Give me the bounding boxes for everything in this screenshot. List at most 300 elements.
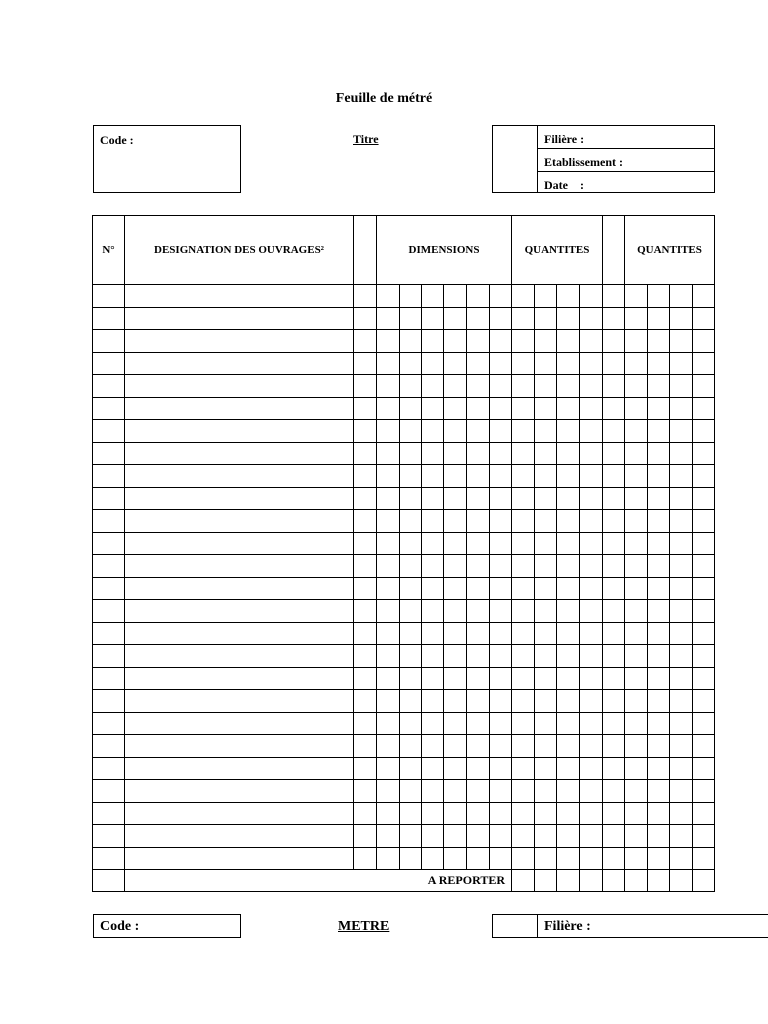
table-cell bbox=[377, 577, 400, 600]
table-cell bbox=[625, 510, 648, 533]
table-cell bbox=[467, 487, 490, 510]
table-cell bbox=[125, 375, 354, 398]
table-cell bbox=[125, 690, 354, 713]
table-cell bbox=[354, 622, 377, 645]
table-cell bbox=[93, 577, 125, 600]
table-cell bbox=[490, 555, 512, 578]
table-cell bbox=[490, 510, 512, 533]
table-cell bbox=[603, 465, 625, 488]
table-cell bbox=[400, 285, 422, 308]
table-cell bbox=[670, 667, 693, 690]
table-cell bbox=[125, 825, 354, 848]
header-info-rule-1 bbox=[537, 148, 714, 149]
table-cell bbox=[670, 487, 693, 510]
table-cell bbox=[580, 352, 603, 375]
table-cell bbox=[535, 465, 557, 488]
table-cell bbox=[693, 307, 715, 330]
table-cell bbox=[377, 712, 400, 735]
table-cell bbox=[535, 487, 557, 510]
table-cell bbox=[490, 757, 512, 780]
table-cell bbox=[422, 397, 444, 420]
table-cell bbox=[125, 757, 354, 780]
table-cell bbox=[377, 600, 400, 623]
table-cell bbox=[93, 600, 125, 623]
table-cell bbox=[354, 600, 377, 623]
table-cell bbox=[490, 735, 512, 758]
table-cell bbox=[93, 285, 125, 308]
table-cell bbox=[670, 757, 693, 780]
table-cell bbox=[648, 757, 670, 780]
table-cell bbox=[580, 442, 603, 465]
table-cell bbox=[603, 330, 625, 353]
table-row bbox=[93, 465, 715, 488]
table-cell bbox=[512, 487, 535, 510]
table-cell bbox=[670, 330, 693, 353]
table-cell bbox=[125, 802, 354, 825]
table-cell bbox=[557, 555, 580, 578]
table-cell bbox=[603, 352, 625, 375]
table-cell bbox=[625, 442, 648, 465]
table-cell bbox=[603, 780, 625, 803]
table-cell bbox=[467, 757, 490, 780]
footer-filiere-box bbox=[492, 914, 768, 938]
table-cell bbox=[422, 352, 444, 375]
table-header-row bbox=[93, 216, 715, 285]
table-cell bbox=[580, 847, 603, 870]
table-cell bbox=[625, 735, 648, 758]
table-cell bbox=[444, 825, 467, 848]
table-cell bbox=[377, 847, 400, 870]
table-cell bbox=[580, 532, 603, 555]
table-cell bbox=[490, 487, 512, 510]
table-cell bbox=[603, 757, 625, 780]
table-cell bbox=[467, 330, 490, 353]
table-cell bbox=[400, 465, 422, 488]
footer-code-box bbox=[93, 914, 241, 938]
table-cell bbox=[670, 510, 693, 533]
table-cell bbox=[377, 645, 400, 668]
table-cell bbox=[444, 375, 467, 398]
table-cell bbox=[648, 375, 670, 398]
table-cell bbox=[693, 825, 715, 848]
table-cell bbox=[580, 487, 603, 510]
table-cell bbox=[535, 532, 557, 555]
table-cell bbox=[490, 352, 512, 375]
table-cell bbox=[625, 870, 648, 892]
table-cell bbox=[125, 330, 354, 353]
table-cell bbox=[422, 802, 444, 825]
table-cell bbox=[444, 757, 467, 780]
table-cell bbox=[400, 757, 422, 780]
table-cell bbox=[580, 285, 603, 308]
table-cell bbox=[670, 712, 693, 735]
table-cell bbox=[467, 510, 490, 533]
table-cell bbox=[625, 780, 648, 803]
table-cell bbox=[422, 555, 444, 578]
header-code-label: Code : bbox=[100, 133, 134, 147]
table-cell bbox=[580, 757, 603, 780]
header-code-box bbox=[93, 125, 241, 193]
table-cell bbox=[422, 825, 444, 848]
table-cell bbox=[693, 532, 715, 555]
table-cell bbox=[512, 780, 535, 803]
table-cell bbox=[93, 645, 125, 668]
table-cell bbox=[648, 487, 670, 510]
table-cell bbox=[670, 555, 693, 578]
table-cell bbox=[512, 397, 535, 420]
table-cell bbox=[625, 487, 648, 510]
table-cell bbox=[377, 735, 400, 758]
table-cell bbox=[580, 735, 603, 758]
table-cell bbox=[648, 577, 670, 600]
table-cell bbox=[557, 487, 580, 510]
table-cell bbox=[670, 802, 693, 825]
table-cell bbox=[467, 622, 490, 645]
table-cell bbox=[444, 307, 467, 330]
table-cell bbox=[603, 735, 625, 758]
table-cell bbox=[625, 330, 648, 353]
table-cell bbox=[444, 487, 467, 510]
table-cell bbox=[125, 307, 354, 330]
table-row bbox=[93, 307, 715, 330]
table-cell bbox=[603, 487, 625, 510]
table-cell bbox=[693, 622, 715, 645]
table-cell bbox=[422, 510, 444, 533]
table-cell bbox=[400, 645, 422, 668]
table-cell bbox=[400, 780, 422, 803]
table-cell bbox=[603, 577, 625, 600]
table-cell bbox=[535, 397, 557, 420]
table-cell bbox=[467, 442, 490, 465]
table-cell bbox=[422, 600, 444, 623]
header-etablissement-label: Etablissement : bbox=[544, 155, 623, 169]
table-cell bbox=[580, 555, 603, 578]
table-cell bbox=[93, 352, 125, 375]
table-cell bbox=[444, 285, 467, 308]
table-cell bbox=[670, 465, 693, 488]
table-cell bbox=[557, 375, 580, 398]
table-cell bbox=[467, 780, 490, 803]
footer-metre-label: METRE bbox=[338, 919, 390, 934]
table-cell bbox=[490, 825, 512, 848]
table-cell bbox=[467, 802, 490, 825]
table-cell bbox=[557, 532, 580, 555]
table-cell bbox=[377, 667, 400, 690]
table-cell bbox=[444, 600, 467, 623]
table-cell bbox=[512, 645, 535, 668]
table-row bbox=[93, 532, 715, 555]
table-cell bbox=[467, 532, 490, 555]
table-cell bbox=[693, 645, 715, 668]
table-cell bbox=[354, 780, 377, 803]
table-cell bbox=[400, 510, 422, 533]
table-cell bbox=[603, 397, 625, 420]
col-header-designation: DESIGNATION DES OUVRAGES² bbox=[125, 216, 354, 285]
table-cell bbox=[444, 802, 467, 825]
table-cell bbox=[467, 667, 490, 690]
table-cell bbox=[535, 307, 557, 330]
table-cell bbox=[512, 667, 535, 690]
table-cell bbox=[648, 532, 670, 555]
table-cell bbox=[625, 825, 648, 848]
table-cell bbox=[125, 645, 354, 668]
table-cell bbox=[603, 847, 625, 870]
table-cell bbox=[557, 577, 580, 600]
table-row bbox=[93, 690, 715, 713]
table-cell bbox=[648, 420, 670, 443]
table-cell bbox=[625, 645, 648, 668]
table-cell bbox=[648, 825, 670, 848]
table-cell bbox=[354, 285, 377, 308]
table-cell bbox=[377, 442, 400, 465]
table-cell bbox=[625, 375, 648, 398]
table-cell bbox=[557, 307, 580, 330]
table-cell bbox=[467, 600, 490, 623]
table-cell bbox=[648, 465, 670, 488]
table-cell bbox=[444, 352, 467, 375]
table-cell bbox=[490, 442, 512, 465]
table-cell bbox=[400, 600, 422, 623]
table-cell bbox=[400, 442, 422, 465]
table-cell bbox=[603, 802, 625, 825]
table-cell bbox=[422, 645, 444, 668]
table-cell bbox=[580, 600, 603, 623]
table-cell bbox=[93, 757, 125, 780]
table-cell bbox=[467, 847, 490, 870]
table-cell bbox=[422, 465, 444, 488]
metre-table bbox=[92, 215, 715, 892]
table-cell bbox=[625, 420, 648, 443]
table-cell bbox=[377, 420, 400, 443]
table-cell bbox=[603, 690, 625, 713]
table-cell bbox=[444, 577, 467, 600]
table-cell bbox=[490, 667, 512, 690]
table-cell bbox=[93, 555, 125, 578]
table-cell bbox=[444, 645, 467, 668]
table-cell bbox=[354, 690, 377, 713]
table-cell bbox=[535, 577, 557, 600]
table-cell bbox=[125, 420, 354, 443]
table-cell bbox=[467, 307, 490, 330]
table-cell bbox=[557, 420, 580, 443]
table-cell bbox=[670, 600, 693, 623]
table-cell bbox=[467, 735, 490, 758]
table-cell bbox=[693, 555, 715, 578]
table-cell bbox=[93, 307, 125, 330]
report-label: A REPORTER bbox=[125, 870, 512, 892]
table-row bbox=[93, 645, 715, 668]
table-cell bbox=[535, 735, 557, 758]
table-cell bbox=[670, 285, 693, 308]
table-cell bbox=[400, 487, 422, 510]
table-cell bbox=[580, 780, 603, 803]
table-cell bbox=[603, 555, 625, 578]
table-cell bbox=[444, 442, 467, 465]
table-cell bbox=[648, 667, 670, 690]
table-cell bbox=[625, 847, 648, 870]
table-cell bbox=[648, 847, 670, 870]
table-cell bbox=[93, 510, 125, 533]
table-cell bbox=[377, 375, 400, 398]
table-cell bbox=[354, 577, 377, 600]
table-cell bbox=[125, 847, 354, 870]
table-cell bbox=[400, 712, 422, 735]
table-cell bbox=[670, 870, 693, 892]
table-cell bbox=[125, 510, 354, 533]
table-cell bbox=[354, 420, 377, 443]
header-info-divider bbox=[537, 126, 538, 192]
table-cell bbox=[400, 690, 422, 713]
table-cell bbox=[422, 847, 444, 870]
table-cell bbox=[444, 465, 467, 488]
table-cell bbox=[670, 735, 693, 758]
table-cell bbox=[535, 870, 557, 892]
table-cell bbox=[512, 375, 535, 398]
table-cell bbox=[670, 780, 693, 803]
table-cell bbox=[400, 307, 422, 330]
table-cell bbox=[512, 577, 535, 600]
table-cell bbox=[693, 735, 715, 758]
table-cell bbox=[467, 577, 490, 600]
table-cell bbox=[400, 577, 422, 600]
table-cell bbox=[422, 577, 444, 600]
table-cell bbox=[648, 622, 670, 645]
table-cell bbox=[125, 465, 354, 488]
table-cell bbox=[557, 757, 580, 780]
table-cell bbox=[603, 622, 625, 645]
table-cell bbox=[354, 555, 377, 578]
table-cell bbox=[625, 352, 648, 375]
table-cell bbox=[580, 802, 603, 825]
table-cell bbox=[557, 667, 580, 690]
table-cell bbox=[490, 712, 512, 735]
table-cell bbox=[648, 307, 670, 330]
report-row bbox=[93, 870, 715, 892]
table-cell bbox=[557, 825, 580, 848]
table-cell bbox=[444, 510, 467, 533]
table-cell bbox=[557, 600, 580, 623]
table-row bbox=[93, 510, 715, 533]
table-cell bbox=[512, 847, 535, 870]
table-cell bbox=[648, 780, 670, 803]
table-cell bbox=[354, 487, 377, 510]
table-cell bbox=[580, 465, 603, 488]
table-cell bbox=[625, 555, 648, 578]
table-cell bbox=[444, 735, 467, 758]
table-cell bbox=[467, 420, 490, 443]
table-cell bbox=[377, 487, 400, 510]
table-cell bbox=[377, 330, 400, 353]
col-header-quantites-1: QUANTITES bbox=[512, 216, 603, 285]
table-cell bbox=[648, 690, 670, 713]
table-cell bbox=[535, 442, 557, 465]
table-cell bbox=[354, 712, 377, 735]
table-cell bbox=[490, 802, 512, 825]
table-cell bbox=[603, 712, 625, 735]
table-row bbox=[93, 622, 715, 645]
table-cell bbox=[354, 442, 377, 465]
table-cell bbox=[603, 420, 625, 443]
table-cell bbox=[580, 330, 603, 353]
table-cell bbox=[400, 330, 422, 353]
table-cell bbox=[535, 825, 557, 848]
table-cell bbox=[535, 690, 557, 713]
table-cell bbox=[670, 307, 693, 330]
table-cell bbox=[557, 510, 580, 533]
table-cell bbox=[693, 352, 715, 375]
table-cell bbox=[535, 285, 557, 308]
table-cell bbox=[93, 712, 125, 735]
table-cell bbox=[512, 352, 535, 375]
table-cell bbox=[377, 465, 400, 488]
table-cell bbox=[557, 622, 580, 645]
table-cell bbox=[693, 420, 715, 443]
col-header-num: N° bbox=[93, 216, 125, 285]
table-cell bbox=[377, 622, 400, 645]
table-cell bbox=[354, 397, 377, 420]
table-cell bbox=[535, 712, 557, 735]
table-cell bbox=[670, 375, 693, 398]
table-cell bbox=[422, 330, 444, 353]
table-cell bbox=[512, 465, 535, 488]
table-cell bbox=[693, 712, 715, 735]
table-cell bbox=[93, 690, 125, 713]
table-cell bbox=[603, 532, 625, 555]
table-cell bbox=[625, 600, 648, 623]
table-cell bbox=[400, 352, 422, 375]
table-cell bbox=[512, 622, 535, 645]
table-cell bbox=[400, 397, 422, 420]
table-cell bbox=[377, 555, 400, 578]
table-cell bbox=[467, 690, 490, 713]
table-cell bbox=[354, 465, 377, 488]
table-cell bbox=[535, 510, 557, 533]
table-cell bbox=[535, 780, 557, 803]
table-cell bbox=[400, 622, 422, 645]
table-cell bbox=[93, 397, 125, 420]
table-cell bbox=[670, 622, 693, 645]
table-cell bbox=[354, 510, 377, 533]
table-cell bbox=[625, 577, 648, 600]
table-cell bbox=[580, 667, 603, 690]
table-cell bbox=[512, 510, 535, 533]
table-cell bbox=[693, 285, 715, 308]
footer-code-label: Code : bbox=[100, 919, 140, 934]
table-cell bbox=[422, 622, 444, 645]
table-cell bbox=[377, 307, 400, 330]
table-cell bbox=[580, 690, 603, 713]
table-row bbox=[93, 802, 715, 825]
table-cell bbox=[354, 825, 377, 848]
page-title: Feuille de métré bbox=[335, 91, 433, 106]
table-cell bbox=[422, 780, 444, 803]
table-cell bbox=[512, 330, 535, 353]
footer-filiere-divider bbox=[537, 915, 538, 937]
table-cell bbox=[490, 307, 512, 330]
table-cell bbox=[512, 690, 535, 713]
table-row bbox=[93, 285, 715, 308]
table-cell bbox=[354, 757, 377, 780]
table-cell bbox=[422, 532, 444, 555]
table-cell bbox=[648, 555, 670, 578]
table-cell bbox=[467, 397, 490, 420]
table-cell bbox=[648, 352, 670, 375]
table-cell bbox=[354, 667, 377, 690]
table-cell bbox=[400, 847, 422, 870]
table-cell bbox=[490, 690, 512, 713]
table-cell bbox=[467, 465, 490, 488]
table-cell bbox=[444, 847, 467, 870]
